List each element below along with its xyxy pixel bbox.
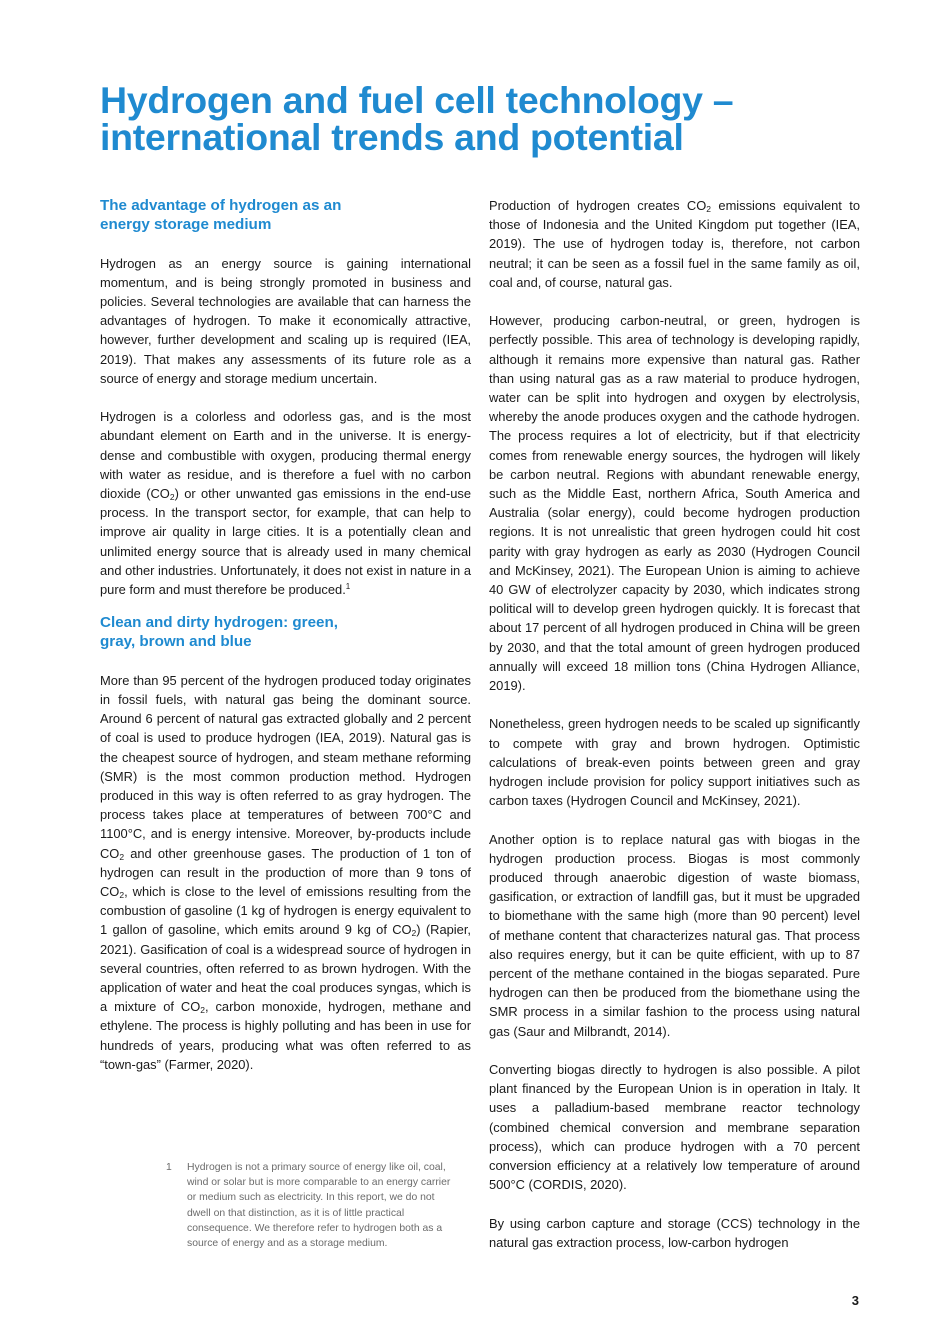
paragraph-ccs: By using carbon capture and storage (CCS) technology in the natural gas extraction process, low-carbon hydrogen <box>489 1215 860 1250</box>
paragraph-biogas: Another option is to replace natural gas with biogas in the hydrogen production process. Biogas is most commonly produced through anaerobic digestion of waste biomass, gasification, or extraction of landfill gas, but it must be upgraded to biomethane with the same high (more than 90 percent) level of methane content that characterizes natural gas. That process also requires energy, but it can be quite efficient, with up to 87 percent of the methane contained in the biogas separated. Pure hydrogen can then be produced from the biomethane using the SMR process in a similar fashion to the process using natural gas (Saur and Milbrandt, 2014). <box>489 831 860 1039</box>
footnote-ref[interactable]: 1 <box>345 582 351 592</box>
footnote-number: 1 <box>166 1162 172 1173</box>
paragraph-momentum: Hydrogen as an energy source is gaining international momentum, and is being strongly promoted in business and policies. Several technologies are available that can harness the advantages of hydrogen. To make it economically attractive, however, further development and scaling up is required (IEA, 2019). That makes any assessments of its future role as a source of energy and storage medium uncertain. <box>100 255 471 386</box>
page-number: 3 <box>851 1293 859 1308</box>
paragraph-co2-emissions: Production of hydrogen creates $CO_2$ emissions equivalent to those of Indonesia and the United Kingdom put together (IEA, 2019). The use of hydrogen today is, therefore, not carbon neutral; it can be seen as a fossil fuel in the same family as oil, coal and, of course, natural gas. <box>489 198 860 290</box>
footnote-text: Hydrogen is not a primary source of energy like oil, coal, wind or solar but is more comparable to an energy carrier or medium such as electricity. In this report, we do not dwell on that distinction, as it is of little practical consequence. We therefore refer to hydrogen both as a source of energy and as a storage medium. <box>187 1162 451 1250</box>
paragraph-green-hydrogen: However, producing carbon-neutral, or green, hydrogen is perfectly possible. This area of technology is developing rapidly, although it remains more expensive than natural gas. Rather than using natural gas as a raw material to produce hydrogen, water can be split into hydrogen and oxygen by electrolysis, whereby the anode produces oxygen and the cathode hydrogen. The process requires a lot of electricity, but if that electricity comes from renewable energy sources, the hydrogen will likely be carbon neutral. Regions with abundant renewable energy, such as the Middle East, northern Africa, South America and Australia (solar energy), could become hydrogen production regions. It is not unrealistic that green hydrogen could hit cost parity with gray hydrogen as early as 2030 (Hydrogen Council and McKinsey, 2021). The European Union is aiming to achieve 40 GW of electrolyzer capacity by 2030, which indicates strong political will to develop green hydrogen quickly. It is forecast that about 17 percent of all hydrogen produced in China will be green by 2030, and that the total amount of green hydrogen produced annually will exceed 18 million tons (China Hydrogen Alliance, 2019). <box>489 313 860 694</box>
paragraph-scaling: Nonetheless, green hydrogen needs to be scaled up significantly to compete with gray and brown hydrogen. Optimistic calculations of break-even points between green and gray hydrogen include provision for policy support initiatives such as carbon taxes (Hydrogen Council and McKinsey, 2021). <box>489 716 860 809</box>
section-heading-clean-dirty: Clean and dirty hydrogen: green, gray, brown and blue <box>100 614 338 651</box>
paragraph-biogas-direct: Converting biogas directly to hydrogen is also possible. A pilot plant financed by the European Union is in operation in Italy. It uses a palladium-based membrane reactor technology (combined chemical conversion and membrane separation process), which can produce hydrogen with a 70 percent conversion efficiency at a relatively low temperature of around 500°C (CORDIS, 2020). <box>489 1062 860 1193</box>
left-column <box>100 196 471 1074</box>
paragraph-colorless-gas: Hydrogen is a colorless and odorless gas, and is the most abundant element on Earth and in the universe. It is energy-dense and combustible with oxygen, producing thermal energy with water as residue, and is therefore a fuel with no carbon dioxide $(CO_2)$ or other unwanted gas emissions in the end-use process. In the transport sector, for example, that can help to improve air quality in large cities. It is a potentially clean and unlimited energy source that is already used in many chemical and other industries. Unfortunately, it does not exist in nature in a pure form and must therefore be produced.$^1$ <box>100 409 471 598</box>
paragraph-fossil-fuels: More than 95 percent of the hydrogen produced today originates in fossil fuels, with natural gas being the dominant source. Around 6 percent of natural gas extracted globally and 2 percent of coal is used to produce hydrogen (IEA, 2019). Natural gas is the cheapest source of hydrogen, and steam methane reforming (SMR) is the most common production method. Hydrogen produced in this way is often referred to as gray hydrogen. The process takes place at temperatures of between 700°C and 1100°C, and is energy intensive. Moreover, by-products include $CO_2$ and other greenhouse gases. The production of 1 ton of hydrogen can result in the production of more than 9 tons of $CO_2$, which is close to the level of emissions resulting from the combustion of gasoline (1 kg of hydrogen is energy equivalent to 1 gallon of gasoline, which emits around 9 kg of $CO_2$) (Rapier, 2021). Gasification of coal is a widespread source of hydrogen in several countries, often referred to as brown hydrogen. With the application of water and heat the coal produces syngas, which is a mixture of $CO_2$, carbon monoxide, hydrogen, methane and ethylene. The process is highly polluting and has been in use for hundreds of years, producing what was often referred to as “town-gas” (Farmer, 2020). <box>100 672 471 1072</box>
right-column <box>489 196 860 1252</box>
section-heading-advantage: The advantage of hydrogen as an energy storage medium <box>100 197 342 234</box>
page-title: Hydrogen and fuel cell technology – international trends and potential <box>100 79 734 158</box>
